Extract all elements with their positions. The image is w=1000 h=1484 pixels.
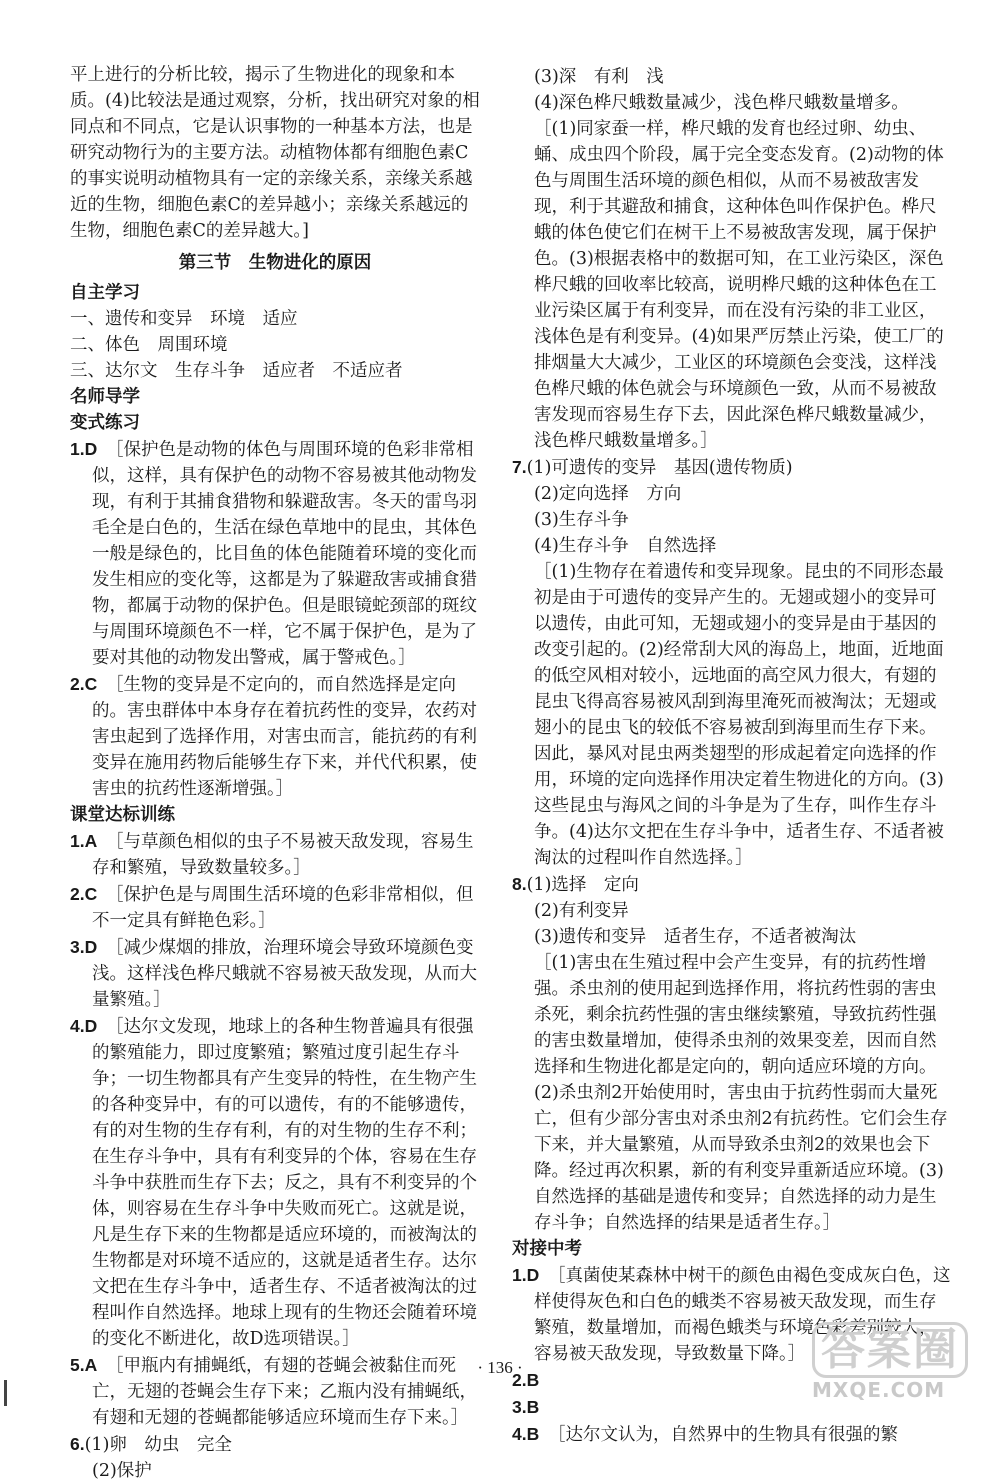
item-answer: D	[84, 1016, 98, 1036]
item-explanation: ［(1)同家蚕一样，桦尺蛾的发育也经过卵、幼虫、蛹、成虫四个阶段，属于完全变态发育。(2)动物的体色与周围生活环境的颜色相似，从而不易被敌害发现，利于其避敌和捕食，这种体色叫作保护色。桦尺蛾的体色使它们在树干上不易被敌害发现，属于保护色。(3)根据表格中的数据可知，在工业污染区，深色桦尺蛾的回收率比较高，说明桦尺蛾的这种体色在工业污染区属于有利变异，而在没有污染的非工业区，浅体色是有利变异。(4)如果严厉禁止污染，使工厂的排烟量大大减少，工业区的环境颜色会变浅，这样浅色桦尺蛾的体色就会与环境颜色一致，从而不易被敌害发现而容易生存下去，因此深色桦尺蛾数量减少，浅色桦尺蛾数量增多。］	[534, 119, 944, 451]
item-sub-answer: (4)深色桦尺蛾数量减少，浅色桦尺蛾数量增多。	[534, 93, 909, 113]
item-explanation: ［保护色是动物的体色与周围环境的色彩非常相似，这样，具有保护色的动物不容易被其他动物发现，有利于其捕食猎物和躲避敌害。冬天的雷鸟羽毛全是白色的，生活在绿色草地中的昆虫，其体色一般是绿色的，比目鱼的体色能随着环境的变化而发生相应的变化等，这都是为了躲避敌害或捕食猎物，都属于动物的保护色。但是眼镜蛇颈部的斑纹与周围环境颜色不一样，它不属于保护色，是为了要对其他的动物发出警戒，属于警戒色。］	[92, 440, 477, 668]
answer-item	[70, 881, 480, 934]
item-sub-answer: (2)有利变异	[534, 901, 629, 921]
item-explanation: ［(1)害虫在生殖过程中会产生变异，有的抗药性增强。杀虫剂的使用起到选择作用，将抗药性弱的害虫杀死，剩余抗药性强的害虫继续繁殖，导致抗药性强的害虫数量增加，使得杀虫剂的效果变差，因而自然选择和生物进化都是定向的，朝向适应环境的方向。(2)杀虫剂2开始使用时，害虫由于抗药性弱而大量死亡，但有少部分害虫对杀虫剂2有抗药性。它们会生存下来，并大量繁殖，从而导致杀虫剂2的效果也会下降。经过再次积累，新的有利变异重新适应环境。(3)自然选择的基础是遗传和变异；自然选择的动力是生存斗争；自然选择的结果是适者生存。］	[534, 953, 948, 1233]
watermark-text-en: MXQE.COM	[812, 1378, 946, 1402]
intro-paragraph: 平上进行的分析比较，揭示了生物进化的现象和本质。(4)比较法是通过观察，分析，找出研究对象的相同点和不同点，它是认识事物的一种基本方法，也是研究动物行为的主要方法。动植物体都有细胞色素C的事实说明动植物具有一定的亲缘关系，亲缘关系越近的生物，细胞色素C的差异越小；亲缘关系越远的生物，细胞色素C的差异越大。]	[70, 65, 480, 241]
item-answer: B	[526, 1370, 540, 1390]
heading-ketang: 课堂达标训练	[70, 805, 175, 825]
item-sub-answer: (1)选择 定向	[526, 875, 639, 895]
item-explanation: ［甲瓶内有捕蝇纸，有翅的苍蝇会被黏住而死亡，无翅的苍蝇会生存下来；乙瓶内没有捕蝇纸，有翅和无翅的苍蝇都能够适应环境而生存下来。］	[92, 1356, 477, 1428]
section-title: 第三节 生物进化的原因	[178, 253, 372, 273]
page-number: · 136 ·	[477, 1358, 523, 1377]
item-explanation: ［(1)生物存在着遗传和变异现象。昆虫的不同形态最初是由于可遗传的变异产生的。无翅或翅小的变异可以遗传，由此可知，无翅或翅小的变异是由于基因的改变引起的。(2)经常刮大风的海岛上，地面，近地面的低空风相对较小，远地面的高空风力很大，有翅的昆虫飞得高容易被风刮到海里淹死而被淘汰；无翅或翅小的昆虫飞的较低不容易被刮到海里而生存下来。因此，暴风对昆虫两类翅型的形成起着定向选择的作用，环境的定向选择作用决定着生物进化的方向。(3)这些昆虫与海风之间的斗争是为了生存，叫作生存斗争。(4)达尔文把在生存斗争中，适者生存、不适者被淘汰的过程叫作自然选择。］	[534, 562, 944, 868]
item-explanation: ［减少煤烟的排放，治理环境会导致环境颜色变浅。这样浅色桦尺蛾就不容易被天敌发现，从而大量繁殖。］	[92, 938, 477, 1010]
item-answer: B	[526, 1397, 540, 1417]
item-number: 8.	[512, 874, 527, 894]
item-answer: C	[84, 674, 98, 694]
item-answer: D	[84, 439, 98, 459]
item-answer: D	[526, 1265, 540, 1285]
item-number: 2.	[70, 884, 85, 904]
watermark-text-cn: 答案圈	[812, 1322, 968, 1378]
item-number: 7.	[512, 457, 527, 477]
item-answer: A	[84, 1355, 98, 1375]
answer-item	[512, 871, 952, 898]
heading-bianshi: 变式练习	[70, 413, 140, 433]
item-number: 4.	[70, 1016, 85, 1036]
heading-duijie: 对接中考	[512, 1239, 582, 1259]
answer-item	[70, 671, 480, 802]
item-explanation: ［与草颜色相似的虫子不易被天敌发现，容易生存和繁殖，导致数量较多。］	[92, 832, 474, 878]
item-number: 1.	[70, 831, 85, 851]
item-sub-answer: (4)生存斗争 自然选择	[534, 536, 717, 556]
item-number: 4.	[512, 1424, 527, 1444]
item-sub-answer: (2)保护	[92, 1461, 152, 1481]
answer-item	[70, 436, 480, 671]
watermark-logo	[812, 1322, 982, 1400]
item-answer: B	[526, 1424, 540, 1444]
margin-mark	[4, 1380, 7, 1406]
item-number: 3.	[512, 1397, 527, 1417]
answer-item	[70, 1431, 480, 1458]
answer-item	[512, 1421, 952, 1448]
zizhu-item: 二、体色 周围环境	[70, 335, 228, 355]
item-explanation: ［保护色是与周围生活环境的色彩非常相似，但不一定具有鲜艳色彩。］	[92, 885, 474, 931]
item-number: 1.	[70, 439, 85, 459]
answer-item	[70, 828, 480, 881]
answer-item	[70, 1013, 480, 1352]
item-explanation: ［真菌使某森林中树干的颜色由褐色变成灰白色，这样使得灰色和白色的蛾类不容易被天敌发现，而生存繁殖，数量增加，而褐色蛾类与环境色彩差别较大，容易被天敌发现，导致数量下降。］	[534, 1266, 951, 1364]
item-sub-answer: (3)遗传和变异 适者生存，不适者被淘汰	[534, 927, 857, 947]
item-number: 2.	[512, 1370, 527, 1390]
item-explanation: ［达尔文发现，地球上的各种生物普遍具有很强的繁殖能力，即过度繁殖；繁殖过度引起生存斗争；一切生物都具有产生变异的特性，在生物产生的各种变异中，有的可以遗传，有的不能够遗传，有的对生物的生存有利，有的对生物的生存不利；在生存斗争中，具有有利变异的个体，容易在生存斗争中获胜而生存下去；反之，具有不利变异的个体，则容易在生存斗争中失败而死亡。这就是说，凡是生存下来的生物都是适应环境的，而被淘汰的生物都是对环境不适应的，这就是适者生存。达尔文把在生存斗争中，适者生存、不适者被淘汰的过程叫作自然选择。地球上现有的生物还会随着环境的变化不断进化，故D选项错误。］	[92, 1017, 477, 1349]
item-number: 6.	[70, 1434, 85, 1454]
item-explanation: ［生物的变异是不定向的，而自然选择是定向的。害虫群体中本身存在着抗药性的变异，农药对害虫起到了选择作用，对害虫而言，能抗药的有利变异在施用药物后能够生存下来，并代代积累，使害虫的抗药性逐渐增强。］	[92, 675, 477, 799]
heading-mingshi: 名师导学	[70, 387, 140, 407]
zizhu-item: 一、遗传和变异 环境 适应	[70, 309, 298, 329]
item-answer: A	[84, 831, 98, 851]
item-explanation: ［达尔文认为，自然界中的生物具有很强的繁	[556, 1425, 898, 1445]
zizhu-item: 三、达尔文 生存斗争 适应者 不适应者	[70, 361, 403, 381]
item-number: 5.	[70, 1355, 85, 1375]
item-sub-answer: (1)卵 幼虫 完全	[84, 1435, 232, 1455]
left-column	[70, 62, 480, 1484]
item-answer: D	[84, 937, 98, 957]
item-sub-answer: (2)定向选择 方向	[534, 484, 682, 504]
item-answer: C	[84, 884, 98, 904]
answer-item	[70, 934, 480, 1013]
item-number: 3.	[70, 937, 85, 957]
heading-zizhu: 自主学习	[70, 283, 140, 303]
right-column	[512, 64, 952, 1448]
answer-item	[512, 454, 952, 481]
item-number: 2.	[70, 674, 85, 694]
item-sub-answer: (3)深 有利 浅	[534, 67, 664, 87]
item-number: 1.	[512, 1265, 527, 1285]
item-sub-answer: (1)可遗传的变异 基因(遗传物质)	[526, 458, 793, 478]
item-sub-answer: (3)生存斗争	[534, 510, 629, 530]
